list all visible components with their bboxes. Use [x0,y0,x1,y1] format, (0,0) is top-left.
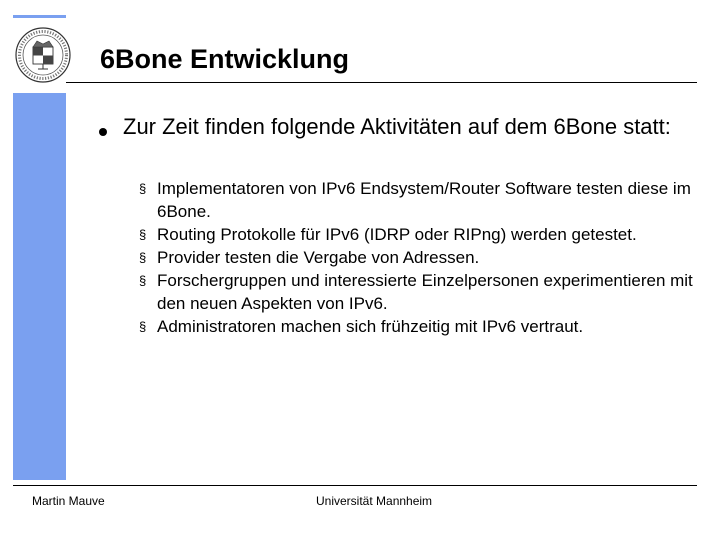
sub-point [139,246,699,269]
section-bullet-icon: § [139,227,147,242]
main-bullet-icon [99,128,107,136]
sub-point-list [139,177,699,338]
slide-title: 6Bone Entwicklung [100,44,350,74]
section-bullet-icon: § [139,319,147,334]
sub-point [139,223,699,246]
section-bullet-icon: § [139,181,147,196]
sub-point-text: Implementatoren von IPv6 Endsystem/Router Software testen diese im 6Bone. [157,179,691,221]
sub-point-text: Routing Protokolle für IPv6 (IDRP oder RIPng) werden getestet. [157,225,637,244]
section-bullet-icon: § [139,250,147,265]
sub-point-text: Provider testen die Vergabe von Adressen. [157,248,480,267]
title-divider [66,82,697,83]
footer-institution: Universität Mannheim [316,494,433,508]
main-point: Zur Zeit finden folgende Aktivitäten auf dem 6Bone statt: [123,114,671,139]
footer-author: Martin Mauve [32,494,105,508]
sub-point [139,315,699,338]
sub-point [139,177,699,223]
sub-point-text: Administratoren machen sich frühzeitig mit IPv6 vertraut. [157,317,584,336]
sub-point-text: Forschergruppen und interessierte Einzelpersonen experimentieren mit den neuen Aspekten von IPv6. [157,271,693,313]
footer-divider [13,485,697,486]
section-bullet-icon: § [139,273,147,288]
university-seal-icon [13,18,73,93]
sub-point [139,269,699,315]
